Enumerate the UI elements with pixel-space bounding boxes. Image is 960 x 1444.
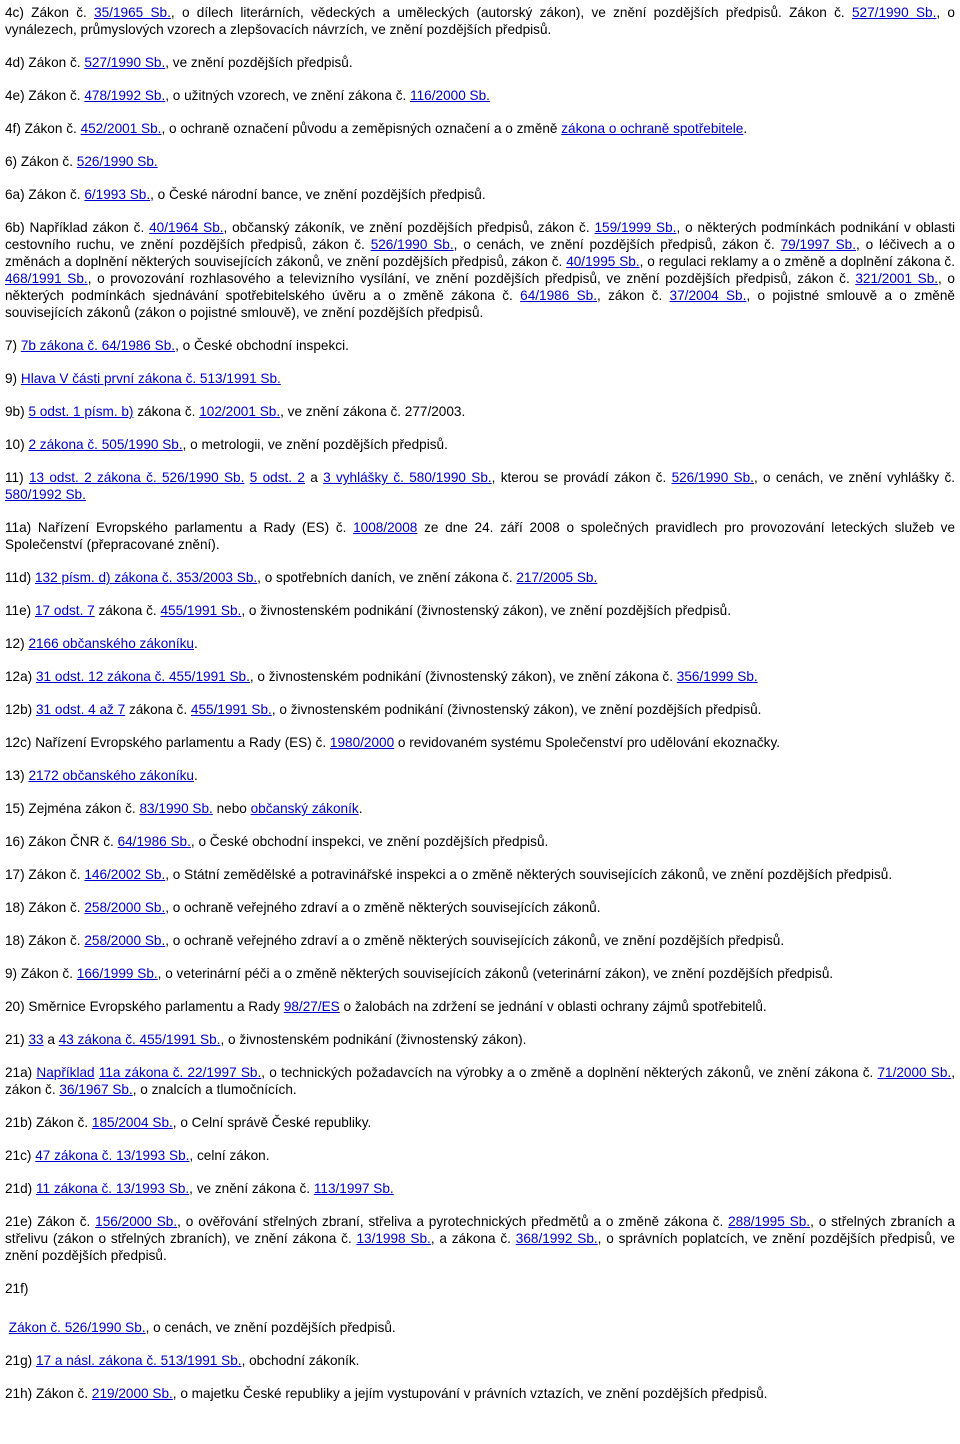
footnote-text: , o některých podmínkách sjednávání spotřebitelského úvěru a o změně zákona č.	[5, 271, 955, 303]
law-reference-link[interactable]: 156/2000 Sb.	[95, 1214, 178, 1229]
law-reference-link[interactable]: 43 zákona č. 455/1991 Sb.	[58, 1032, 221, 1047]
footnote-6a	[5, 186, 955, 203]
footnote-20	[5, 998, 955, 1015]
law-reference-link[interactable]: 17 a násl. zákona č. 513/1991 Sb.	[35, 1353, 242, 1368]
law-reference-link[interactable]: 455/1991 Sb.	[190, 702, 272, 717]
footnote-text: , o živnostenském podnikání (živnostenský zákon), ve znění pozdějších předpisů.	[241, 603, 731, 618]
footnote-text: , ve znění pozdějších předpisů.	[165, 55, 353, 70]
footnote-21g	[5, 1352, 955, 1369]
footnote-text: 18) Zákon č.	[5, 933, 85, 948]
footnote-text: 11d)	[5, 570, 35, 585]
footnote-text: , o léčivech a o změnách a doplnění některých souvisejících zákonů, ve znění pozdějších předpisů, zákon č.	[5, 237, 955, 269]
footnote-text: , občanský zákoník, ve znění pozdějších předpisů, zákon č.	[223, 220, 595, 235]
law-reference-link[interactable]: Hlava V části první zákona č. 513/1991 Sb.	[20, 371, 281, 386]
footnote-text: 12b)	[5, 702, 36, 717]
footnote-text: , o některých podmínkách podnikání v oblasti cestovního ruchu, ve znění pozdějších předpisů, zákon č.	[5, 220, 955, 252]
law-reference-link[interactable]: 47 zákona č. 13/1993 Sb.	[35, 1148, 190, 1163]
law-reference-link[interactable]: 116/2000 Sb.	[410, 88, 490, 103]
footnote-text: , o živnostenském podnikání (živnostenský zákon).	[220, 1032, 527, 1047]
law-reference-link[interactable]: 31 odst. 4 až 7	[35, 702, 126, 717]
footnote-text: , o ochraně veřejného zdraví a o změně některých souvisejících zákonů.	[165, 900, 601, 915]
law-reference-link[interactable]: Zákon č. 526/1990 Sb.	[8, 1320, 146, 1335]
law-reference-link[interactable]: 40/1964 Sb.	[149, 220, 224, 235]
footnote-text: 11a) Nařízení Evropského parlamentu a Rady (ES) č.	[5, 520, 354, 535]
law-reference-link[interactable]: 526/1990 Sb.	[671, 470, 754, 485]
law-reference-link[interactable]: 527/1990 Sb.	[84, 55, 166, 70]
footnote-text: , ve znění zákona č. 277/2003.	[280, 404, 466, 419]
footnote-text: , o cenách, ve znění pozdějších předpisů.	[145, 1320, 396, 1335]
law-reference-link[interactable]: 98/27/ES	[283, 999, 340, 1014]
footnote-11a	[5, 519, 955, 553]
law-reference-link[interactable]: 258/2000 Sb.	[84, 933, 166, 948]
footnote-text: 6a) Zákon č.	[5, 187, 85, 202]
footnote-text: , o živnostenském podnikání (živnostenský zákon), ve znění zákona č.	[249, 669, 677, 684]
footnote-12c	[5, 734, 955, 751]
law-reference-link[interactable]: 2172 občanského zákoníku	[28, 768, 194, 783]
footnote-13	[5, 767, 955, 784]
footnote-15	[5, 800, 955, 817]
footnote-text: , celní zákon.	[189, 1148, 270, 1163]
footnote-text: a	[43, 1032, 59, 1047]
law-reference-link[interactable]: 478/1992 Sb.	[84, 88, 166, 103]
law-reference-link[interactable]: 11 zákona č. 13/1993 Sb.	[35, 1181, 190, 1196]
footnote-11	[5, 469, 955, 503]
law-reference-link[interactable]: 146/2002 Sb.	[84, 867, 166, 882]
footnote-text: , o Celní správě České republiky.	[172, 1115, 372, 1130]
footnote-21c	[5, 1147, 955, 1164]
footnote-text: zákona č.	[133, 404, 200, 419]
law-reference-link[interactable]: 33	[28, 1032, 44, 1047]
footnote-17	[5, 866, 955, 883]
footnote-text: 12a)	[5, 669, 36, 684]
footnote-text: 21)	[5, 1032, 29, 1047]
footnote-text: , o znalcích a tlumočnících.	[132, 1082, 297, 1097]
footnote-16	[5, 833, 955, 850]
footnote-18a	[5, 899, 955, 916]
footnote-text: , o majetku České republiky a jejím vystupování v právních vztazích, ve znění pozdějších předpisů.	[172, 1386, 768, 1401]
law-reference-link[interactable]: 2166 občanského zákoníku	[28, 636, 194, 651]
footnote-text: , zákon č.	[5, 1065, 955, 1097]
footnote-text: 21d)	[5, 1181, 36, 1196]
footnote-text: 21c)	[5, 1148, 36, 1163]
footnote-11e	[5, 602, 955, 619]
law-reference-link[interactable]: 580/1992 Sb.	[5, 487, 86, 502]
law-reference-link[interactable]: 321/2001 Sb.	[855, 271, 939, 286]
footnote-21d	[5, 1180, 955, 1197]
footnote-text: , ve znění zákona č.	[189, 1181, 314, 1196]
footnote-text: , o ověřování střelných zbraní, střeliva a pyrotechnických předmětů a o změně zákona č.	[177, 1214, 729, 1229]
law-reference-link[interactable]: 132 písm. d) zákona č. 353/2003 Sb.	[34, 570, 258, 585]
law-reference-link[interactable]: 31 odst. 12 zákona č. 455/1991 Sb.	[35, 669, 250, 684]
footnote-text: 6b) Například zákon č.	[5, 220, 150, 235]
footnote-9	[5, 370, 955, 387]
footnote-11d	[5, 569, 955, 586]
footnote-text: zákona č.	[125, 702, 191, 717]
footnote-text: , o České národní bance, ve znění pozdějších předpisů.	[150, 187, 486, 202]
footnote-text: zákona č.	[94, 603, 161, 618]
footnote-text: 4c) Zákon č.	[5, 5, 95, 20]
footnote-12b	[5, 701, 955, 718]
footnote-6b	[5, 219, 955, 321]
footnote-text: , o vynálezech, průmyslových vzorech a zlepšovacích návrzích, ve znění pozdějších předpisů.	[5, 5, 955, 37]
law-reference-link[interactable]: 526/1990 Sb.	[370, 237, 454, 252]
law-reference-link[interactable]: 17 odst. 7	[34, 603, 95, 618]
footnote-text: 20) Směrnice Evropského parlamentu a Rady	[5, 999, 284, 1014]
footnote-12	[5, 635, 955, 652]
footnote-text: , o regulaci reklamy a o změně a doplnění zákona č.	[639, 254, 956, 269]
footnote-text: ze dne 24. září 2008 o společných pravidlech pro provozování leteckých služeb ve Společenství (přepracované znění).	[5, 520, 955, 552]
footnote-text: , o Státní zemědělské a potravinářské inspekci a o změně některých souvisejících zákonů, ve znění pozdějších předpisů.	[165, 867, 893, 882]
footnote-text: 6) Zákon č.	[5, 154, 77, 169]
footnote-text: .	[358, 801, 363, 816]
law-reference-link[interactable]: 6/1993 Sb.	[84, 187, 151, 202]
footnote-4f	[5, 120, 955, 137]
footnote-text: , o živnostenském podnikání (živnostenský zákon), ve znění pozdějších předpisů.	[271, 702, 762, 717]
footnote-text: nebo	[212, 801, 251, 816]
footnote-list	[5, 4, 955, 1402]
footnote-text: o žalobách na zdržení se jednání v oblasti ochrany zájmů spotřebitelů.	[339, 999, 767, 1014]
footnote-text: .	[193, 636, 198, 651]
footnote-text: 11)	[5, 470, 29, 485]
footnote-text: 13)	[5, 768, 29, 783]
footnote-text: , o pojistné smlouvě a o změně souvisejících zákonů (zákon o pojistné smlouvě), ve znění pozdějších předpisů.	[5, 288, 955, 320]
law-reference-link[interactable]: 166/1999 Sb.	[76, 966, 158, 981]
law-reference-link[interactable]: 217/2005 Sb.	[516, 570, 598, 585]
footnote-7	[5, 337, 955, 354]
law-reference-link[interactable]: zákona o ochraně spotřebitele	[561, 121, 744, 136]
footnote-text: 9) Zákon č.	[5, 966, 77, 981]
footnote-18b	[5, 932, 955, 949]
law-reference-link[interactable]: 113/1997 Sb.	[313, 1181, 394, 1196]
footnote-21f-body	[5, 1319, 955, 1336]
footnote-text: 4e) Zákon č.	[5, 88, 85, 103]
footnote-text: a	[304, 470, 324, 485]
footnote-text: 4d) Zákon č.	[5, 55, 85, 70]
law-reference-link[interactable]: 36/1967 Sb.	[59, 1082, 133, 1097]
footnote-text: , o cenách, ve znění vyhlášky č.	[753, 470, 956, 485]
law-reference-link[interactable]: 13/1998 Sb.	[356, 1231, 431, 1246]
footnote-21e	[5, 1213, 955, 1264]
law-reference-link[interactable]: 258/2000 Sb.	[84, 900, 166, 915]
footnote-text: , obchodní zákoník.	[241, 1353, 360, 1368]
law-reference-link[interactable]: 35/1965 Sb.	[94, 5, 171, 20]
footnote-text: , o užitných vzorech, ve znění zákona č.	[165, 88, 411, 103]
law-reference-link[interactable]: 64/1986 Sb.	[520, 288, 597, 303]
law-reference-link[interactable]: 159/1999 Sb.	[594, 220, 677, 235]
law-reference-link[interactable]: 5 odst. 1 písm. b)	[28, 404, 134, 419]
footnote-text: o revidovaném systému Společenství pro udělování ekoznačky.	[394, 735, 781, 750]
footnote-21f	[5, 1280, 955, 1297]
law-reference-link[interactable]: 71/2000 Sb.	[877, 1065, 952, 1080]
law-reference-link[interactable]: 468/1991 Sb.	[5, 271, 88, 286]
footnote-4e	[5, 87, 955, 104]
footnote-text: 9)	[5, 371, 21, 386]
footnote-text: , kterou se provádí zákon č.	[491, 470, 672, 485]
footnote-4d	[5, 54, 955, 71]
footnote-12a	[5, 668, 955, 685]
law-reference-link[interactable]: 368/1992 Sb.	[515, 1231, 598, 1246]
law-reference-link[interactable]: 102/2001 Sb.	[199, 404, 281, 419]
footnote-text: 9b)	[5, 404, 29, 419]
footnote-text: 7)	[5, 338, 21, 353]
footnote-text: , o České obchodní inspekci, ve znění pozdějších předpisů.	[190, 834, 549, 849]
law-reference-link[interactable]: 64/1986 Sb.	[117, 834, 191, 849]
footnote-text: , o ochraně veřejného zdraví a o změně některých souvisejících zákonů, ve znění pozdějších předpisů.	[165, 933, 785, 948]
footnote-text: 4f) Zákon č.	[5, 121, 81, 136]
footnote-text: , a zákona č.	[430, 1231, 516, 1246]
law-reference-link[interactable]: 40/1995 Sb.	[566, 254, 640, 269]
footnote-text: 10)	[5, 437, 29, 452]
footnote-text: .	[743, 121, 748, 136]
footnote-6	[5, 153, 955, 170]
footnote-text: , o České obchodní inspekci.	[175, 338, 349, 353]
law-reference-link[interactable]: 7b zákona č. 64/1986 Sb.	[20, 338, 176, 353]
footnote-21a	[5, 1064, 955, 1098]
footnote-21	[5, 1031, 955, 1048]
footnote-text: 11e)	[5, 603, 35, 618]
footnote-text: 21h) Zákon č.	[5, 1386, 92, 1401]
law-reference-link[interactable]: 37/2004 Sb.	[669, 288, 747, 303]
law-reference-link[interactable]: 356/1999 Sb.	[676, 669, 758, 684]
footnote-text: , o dílech literárních, vědeckých a uměleckých (autorský zákon), ve znění pozdějších předpisů. Zákon č.	[170, 5, 852, 20]
law-reference-link[interactable]: 5 odst. 2	[249, 470, 305, 485]
footnote-text: , zákon č.	[597, 288, 670, 303]
law-reference-link[interactable]: 527/1990 Sb.	[851, 5, 937, 20]
law-reference-link[interactable]: 1008/2008	[353, 520, 418, 535]
footnote-text: 21a)	[5, 1065, 37, 1080]
law-reference-link[interactable]: Například	[36, 1065, 95, 1080]
law-reference-link[interactable]: 13 odst. 2 zákona č. 526/1990 Sb.	[28, 470, 245, 485]
footnote-text: 21g)	[5, 1353, 36, 1368]
footnote-text: , o správních poplatcích, ve znění pozdějších předpisů, ve znění pozdějších předpisů.	[5, 1231, 955, 1263]
footnote-text: , o ochraně označení původu a zeměpisných označení a o změně	[161, 121, 562, 136]
law-reference-link[interactable]: 455/1991 Sb.	[160, 603, 242, 618]
footnote-text: 12c) Nařízení Evropského parlamentu a Rady (ES) č.	[5, 735, 330, 750]
footnote-text: 16) Zákon ČNR č.	[5, 834, 118, 849]
law-reference-link[interactable]: 185/2004 Sb.	[91, 1115, 173, 1130]
law-reference-link[interactable]: 83/1990 Sb.	[139, 801, 213, 816]
footnote-21h	[5, 1385, 955, 1402]
footnote-9x	[5, 965, 955, 982]
law-reference-link[interactable]: 11a zákona č. 22/1997 Sb.	[98, 1065, 262, 1080]
footnote-text: 12)	[5, 636, 29, 651]
law-reference-link[interactable]: 288/1995 Sb.	[728, 1214, 811, 1229]
footnote-text: 21e) Zákon č.	[5, 1214, 96, 1229]
law-reference-link[interactable]: 79/1997 Sb.	[780, 237, 857, 252]
footnote-21b	[5, 1114, 955, 1131]
law-reference-link[interactable]: 2 zákona č. 505/1990 Sb.	[28, 437, 183, 452]
footnote-text: , o spotřebních daních, ve znění zákona č.	[257, 570, 517, 585]
footnote-10	[5, 436, 955, 453]
footnote-text: , o veterinární péči a o změně některých souvisejících zákonů (veterinární zákon), ve znění pozdějších předpisů.	[157, 966, 834, 981]
footnote-text: 21f)	[5, 1281, 29, 1296]
footnote-text: 18) Zákon č.	[5, 900, 85, 915]
law-reference-link[interactable]: 219/2000 Sb.	[91, 1386, 173, 1401]
law-reference-link[interactable]: občanský zákoník	[250, 801, 359, 816]
footnote-text: , o střelných zbraních a střelivu (zákon o střelných zbraních), ve znění zákona č.	[5, 1214, 955, 1246]
footnote-text: , o cenách, ve znění pozdějších předpisů, zákon č.	[453, 237, 781, 252]
footnote-text: .	[193, 768, 198, 783]
footnote-9b	[5, 403, 955, 420]
footnote-text: 17) Zákon č.	[5, 867, 85, 882]
law-reference-link[interactable]: 452/2001 Sb.	[80, 121, 162, 136]
footnote-text: , o technických požadavcích na výrobky a o změně a doplnění některých zákonů, ve znění zákona č.	[261, 1065, 878, 1080]
law-reference-link[interactable]: 526/1990 Sb.	[76, 154, 158, 169]
footnote-4c	[5, 4, 955, 38]
footnote-text: , o provozování rozhlasového a televizního vysílání, ve znění pozdějších předpisů, ve znění pozdějších předpisů, zákon č.	[87, 271, 856, 286]
footnote-text: , o metrologii, ve znění pozdějších předpisů.	[182, 437, 448, 452]
footnote-text: 21b) Zákon č.	[5, 1115, 92, 1130]
law-reference-link[interactable]: 3 vyhlášky č. 580/1990 Sb.	[323, 470, 492, 485]
footnote-text: 15) Zejména zákon č.	[5, 801, 140, 816]
law-reference-link[interactable]: 1980/2000	[329, 735, 395, 750]
